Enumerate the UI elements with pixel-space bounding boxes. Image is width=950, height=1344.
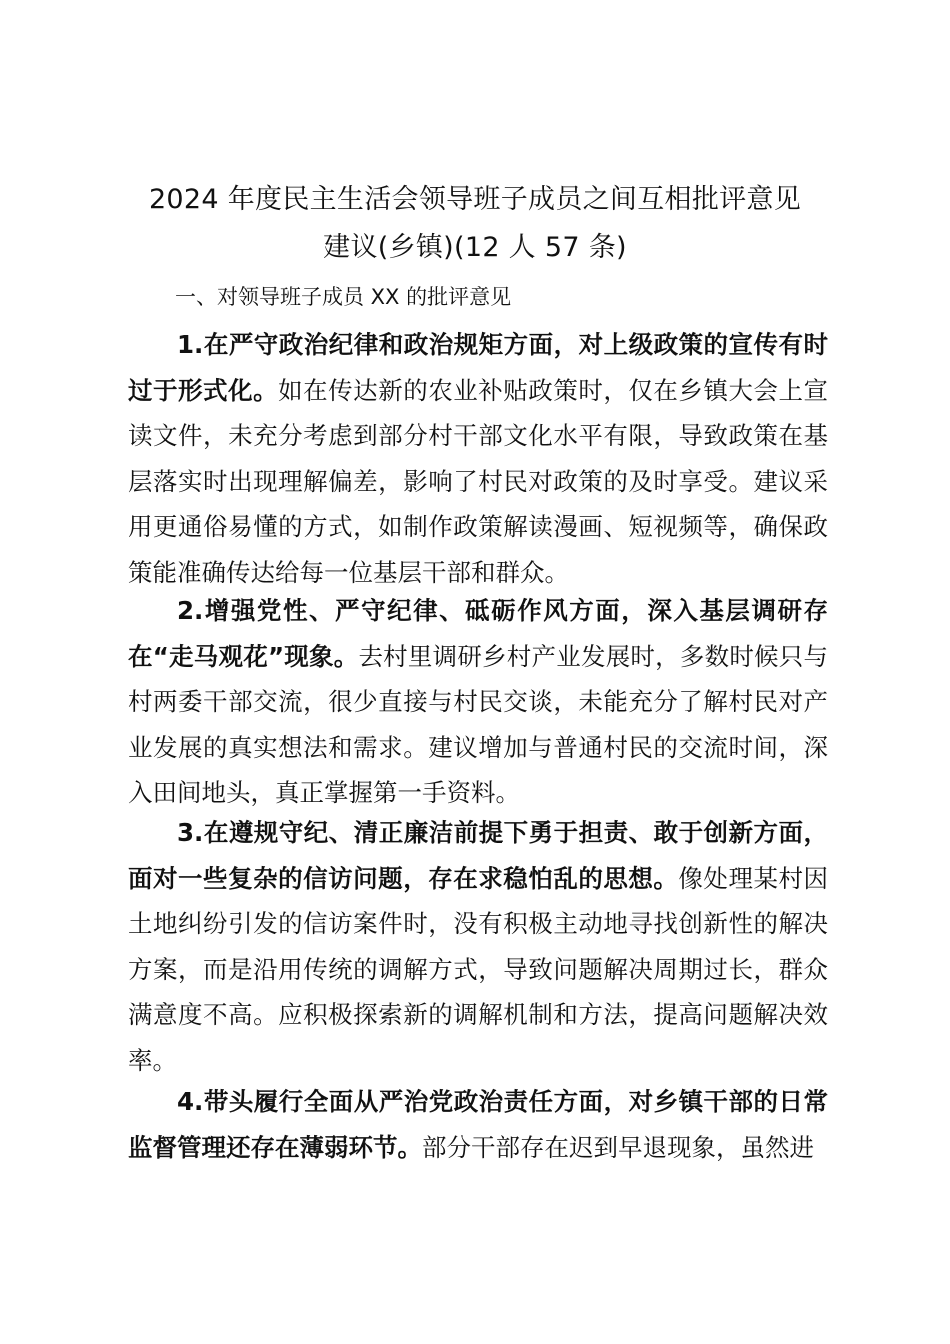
paragraph-1-text: 如在传达新的农业补贴政策时，仅在乡镇大会上宣读文件，未充分考虑到部分村干部文化水平有限，导致政策在基层落实时出现理解偏差，影响了村民对政策的及时享受。建议采用更通俗易懂的方式，如制作政策解读漫画、短视频等，确保政策能准确传达给每一位基层干部和群众。 (128, 375, 829, 587)
paragraph-3-text: 像处理某村因土地纠纷引发的信访案件时，没有积极主动地寻找创新性的解决方案，而是沿用传统的调解方式，导致问题解决周期过长，群众满意度不高。应积极探索新的调解机制和方法，提高问题解决效率。 (128, 863, 828, 1075)
paragraph-1 (128, 322, 828, 595)
paragraph-2-text: 去村里调研乡村产业发展时，多数时候只与村两委干部交流，很少直接与村民交谈，未能充分了解村民对产业发展的真实想法和需求。建议增加与普通村民的交流时间，深入田间地头，真正掌握第一手资料。 (128, 641, 828, 807)
paragraph-4-bold-lead: 4.带头履行全面从严治党政治责任方面，对乡镇干部的日常监督管理还存在薄弱环节。 (128, 1087, 828, 1162)
paragraph-4 (128, 1079, 828, 1170)
paragraph-1-bold-lead: 1.在严守政治纪律和政治规矩方面，对上级政策的宣传有时过于形式化。 (128, 330, 828, 405)
paragraph-4-text: 部分干部存在迟到早退现象，虽然进 (422, 1132, 814, 1162)
document-title-line-2: 建议(乡镇)(12 人 57 条) (323, 232, 627, 263)
document-title-line-1: 2024 年度民主生活会领导班子成员之间互相批评意见 (148, 184, 802, 215)
paragraph-3-bold-lead: 3.在遵规守纪、清正廉洁前提下勇于担责、敢于创新方面，面对一些复杂的信访问题，存在求稳怕乱的思想。 (128, 818, 828, 893)
paragraph-2-bold-lead: 2.增强党性、严守纪律、砥砺作风方面，深入基层调研存在“走马观花”现象。 (128, 596, 828, 671)
section-heading: 一、对领导班子成员 XX 的批评意见 (175, 285, 512, 309)
paragraph-2 (128, 588, 828, 816)
paragraph-3 (128, 810, 828, 1083)
